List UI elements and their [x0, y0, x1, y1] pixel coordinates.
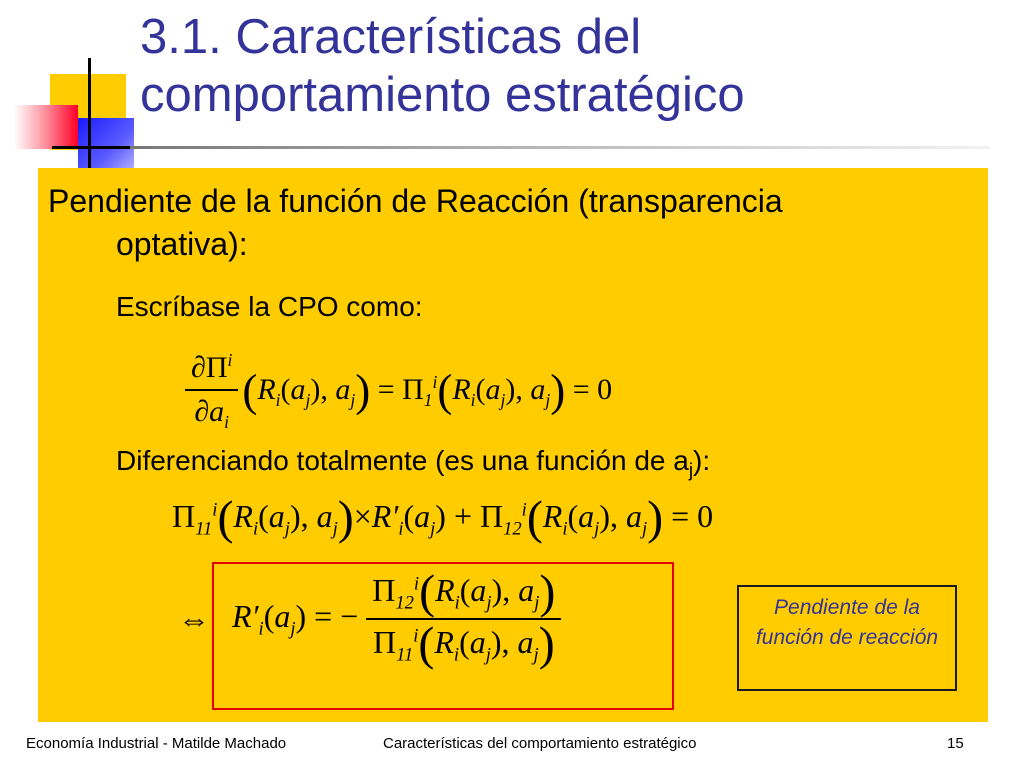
- step-2-text: Diferenciando totalmente (es una función de $a_j$):: [116, 445, 711, 482]
- main-heading: [48, 180, 978, 266]
- slope-fraction: $\frac{\Pi_{12}^i(R_i(a_j), a_j)}{\Pi_{11}^i(R_i(a_j), a_j)}$: [366, 572, 561, 667]
- equation-reaction-slope: ⇔ $R'_i(a_j)$ = − $\frac{\Pi_{12}^i(R_i(a_j), a_j)}{\Pi_{11}^i(R_i(a_j), a_j)}$: [178, 572, 561, 667]
- equation-cpo: $\frac{\partial\Pi^i}{\partial a_i}$ ($R_i(a_j)$, $a_j) = \Pi_1^i(R_i(a_j)$, $a_j) = 0$: [185, 350, 612, 440]
- equation-total-differential: $\Pi_{11}^i(R_i(a_j)$, $a_j)\times R'_i(a_j) + \Pi_{12}^i(R_i(a_j)$, $a_j) = 0$: [172, 491, 714, 545]
- footer-page-number: 15: [947, 735, 964, 752]
- heading-line-1: Pendiente de la función de Reacción (transparencia: [48, 183, 783, 219]
- heading-line-2: optativa):: [116, 226, 248, 262]
- footer-topic: Características del comportamiento estratégico: [383, 735, 697, 752]
- step-1-text: Escríbase la CPO como:: [116, 291, 423, 322]
- logo-red-square: [14, 105, 78, 149]
- slide-title: 3.1. Características del comportamiento estratégico: [140, 10, 745, 122]
- footer-author: Economía Industrial - Matilde Machado: [26, 735, 287, 752]
- logo-horizontal-line: [52, 146, 130, 149]
- equivalence-arrow-icon: ⇔: [178, 600, 210, 637]
- slope-note: Pendiente de la función de reacción: [737, 585, 957, 691]
- partial-derivative-fraction: $\frac{\partial\Pi^i}{\partial a_i}$: [185, 350, 238, 433]
- title-divider: [130, 146, 990, 149]
- logo-vertical-line: [88, 58, 91, 170]
